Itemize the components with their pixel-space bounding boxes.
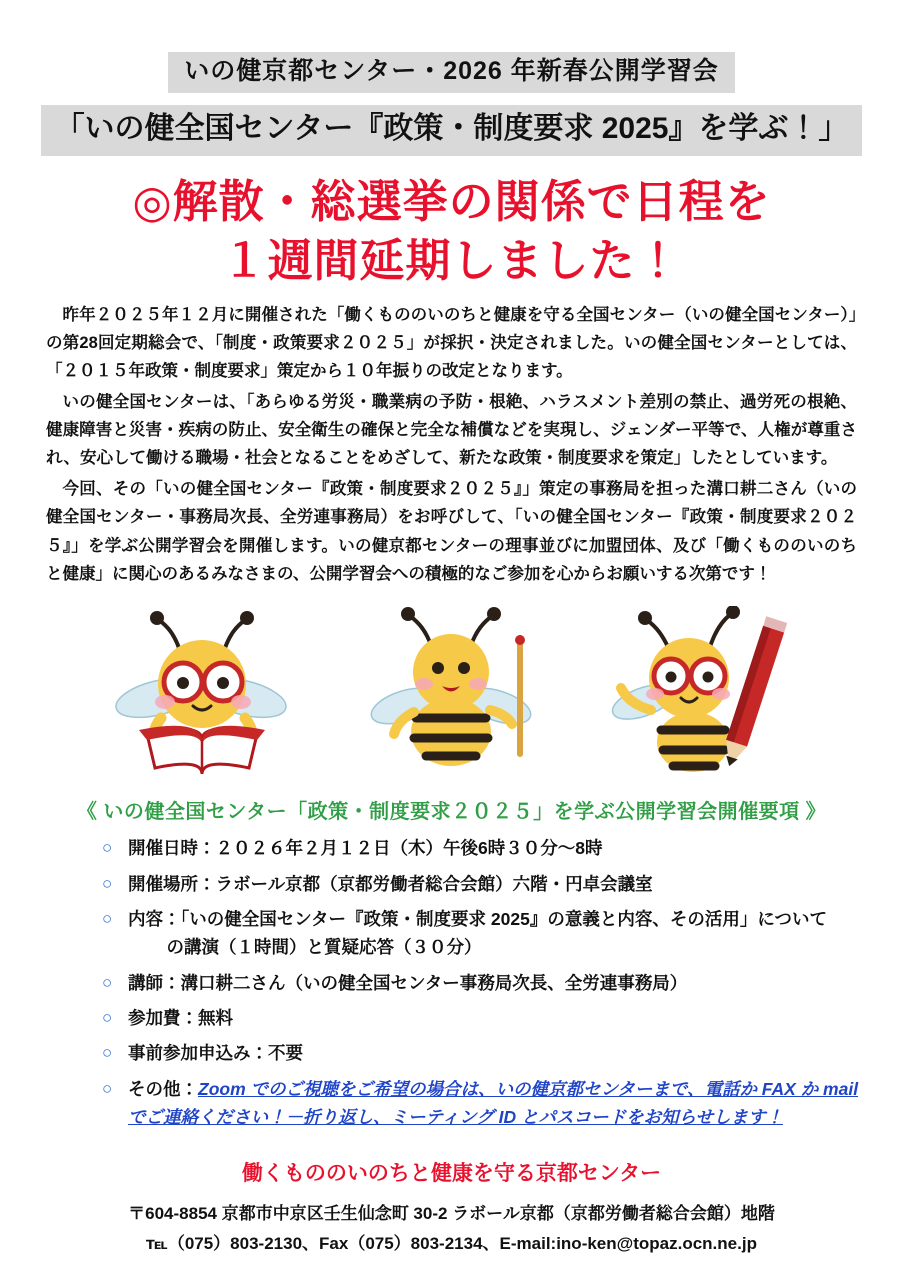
headline-line-2: １週間延期しました！ — [221, 235, 682, 287]
banner-top-row — [28, 52, 875, 93]
list-item-fee — [102, 1004, 875, 1032]
bee-with-pencil-icon — [593, 606, 808, 781]
list-item-other — [102, 1075, 875, 1132]
event-series-banner: いの健京都センター・2026 年新春公開学習会 — [168, 52, 735, 93]
body-paragraph-3: 今回、その「いの健全国センター『政策・制度要求２０２５』」策定の事務局を担った溝口耕二さん（いの健全国センター・事務局次長、全労連事務局）をお呼びして、「いの健全国センター『政策・制度要求２０２５』」を学ぶ公開学習会を開催します。いの健京都センターの理事並びに加盟団体、及び「働くもののいのちと健康」に関心のあるみなさまの、公開学習会への積極的なご参加を心からお願いする次第です！ — [46, 479, 857, 583]
body-text — [46, 301, 857, 589]
zoom-note-main: Zoom でのご視聴をご希望の場合は、いの健京都センターまで、電話か FAX か mail — [198, 1078, 859, 1099]
list-item-application — [102, 1039, 875, 1067]
list-item-date-label: 開催日時：２０２６年２月１２日（木）午後6時３０分～8時 — [128, 838, 603, 859]
postponement-headline — [28, 172, 875, 291]
list-item-other-label — [128, 1075, 875, 1132]
event-title-banner: 「いの健全国センター『政策・制度要求 2025』を学ぶ！」 — [41, 105, 863, 156]
list-item-place-label: 開催場所：ラボール京都（京都労働者総合会館）六階・円卓会議室 — [128, 873, 653, 894]
bullet-mark-icon: ○ — [102, 838, 113, 858]
zoom-note-sub: でご連絡ください！－折り返し、ミーティング ID とパスコードをお知らせします！ — [128, 1107, 783, 1128]
headline-line-1: ◎解散・総選挙の関係で日程を — [132, 175, 771, 227]
section-title: 《 いの健全国センター「政策・制度要求２０２５」を学ぶ公開学習会開催要項 》 — [76, 801, 827, 824]
body-paragraph-1: 昨年２０２５年１２月に開催された「働くもののいのちと健康を守る全国センター（いの健全国センター）」の第28回定期総会で、「制度・政策要求２０２５」が採択・決定されました。いの健全国センターとしては、「２０１５年政策・制度要求」策定から１０年振りの改定となります。 — [46, 305, 857, 381]
bee-reading-book-icon — [95, 606, 310, 781]
bee-illustration-group — [28, 606, 875, 781]
list-item-content — [102, 905, 875, 962]
organization-name: 働くもののいのちと健康を守る京都センター — [241, 1162, 662, 1186]
list-item-place — [102, 870, 875, 898]
list-item-lecturer — [102, 969, 875, 997]
bullet-mark-icon: ○ — [102, 972, 113, 992]
list-item-other-prefix: その他： — [128, 1078, 198, 1099]
list-item-content-label — [128, 905, 875, 962]
bullet-mark-icon: ○ — [102, 908, 113, 928]
body-paragraph-2: いの健全国センターは、「あらゆる労災・職業病の予防・根絶、ハラスメント差別の禁止、過労死の根絶、健康障害と災害・疾病の防止、安全衛生の確保と完全な補償などを実現し、ジェンダー平等で、人権が尊重され、安心して働ける職場・社会となることをめざして、新たな政策・制度要求を策定」したとしています。 — [46, 392, 857, 468]
postal-address: 〒604-8854 京都市中京区壬生仙念町 30-2 ラボール京都（京都労働者総合会館）地階 — [128, 1204, 775, 1224]
bullet-mark-icon: ○ — [102, 873, 113, 893]
bee-with-pointer-icon — [344, 606, 559, 781]
list-item-content-sub: の講演（１時間）と質疑応答（３０分） — [166, 937, 482, 958]
list-item-lecturer-label: 講師：溝口耕二さん（いの健全国センター事務局次長、全労連事務局） — [128, 972, 688, 993]
list-item-date — [102, 834, 875, 862]
bullet-mark-icon: ○ — [102, 1008, 113, 1027]
bullet-mark-icon: ○ — [102, 1078, 113, 1098]
phone-fax-email: ℡（075）803-2130、Fax（075）803-2134、E-mail:ino-ken@topaz.ocn.ne.jp — [146, 1234, 757, 1254]
list-item-fee-label: 参加費：無料 — [128, 1008, 233, 1028]
bullet-mark-icon: ○ — [102, 1043, 113, 1063]
contact-block — [28, 1199, 875, 1259]
banner-title-row — [28, 105, 875, 156]
list-item-content-main: 内容：「いの健全国センター『政策・制度要求 2025』の意義と内容、その活用」について — [128, 908, 827, 929]
event-details-list — [102, 834, 875, 1131]
list-item-application-label: 事前参加申込み：不要 — [128, 1043, 303, 1064]
